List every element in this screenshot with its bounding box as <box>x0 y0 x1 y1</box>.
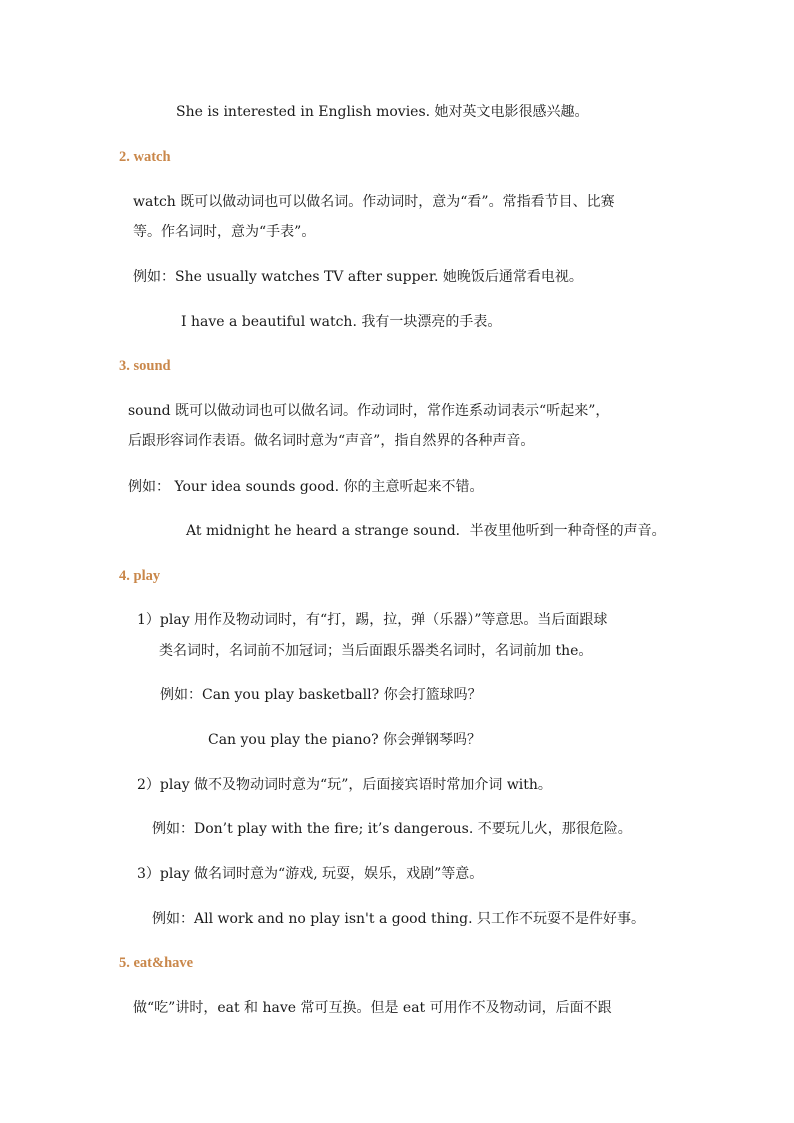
example-line: At midnight he heard a strange sound．半夜里他听到一种奇怪的声音。 <box>186 523 666 539</box>
example-line: 例如：Can you play basketball? 你会打篮球吗？ <box>160 687 482 703</box>
section-heading-eat-have: 5. eat&have <box>119 955 194 971</box>
paragraph-line: 等。作名词时，意为“手表”。 <box>133 224 316 240</box>
paragraph-line: sound 既可以做动词也可以做名词。作动词时，常作连系动词表示“听起来”， <box>128 403 610 419</box>
paragraph-line: 3）play 做名词时意为“游戏, 玩耍，娱乐，戏剧”等意。 <box>137 866 484 882</box>
example-line: Can you play the piano? 你会弹钢琴吗？ <box>208 732 482 748</box>
example-line: 例如：Don’t play with the fire; it’s dangerous. 不要玩儿火，那很危险。 <box>152 821 632 837</box>
example-line: 例如： Your idea sounds good. 你的主意听起来不错。 <box>128 479 484 495</box>
paragraph-line: 1）play 用作及物动词时，有“打，踢，拉，弹（乐器）”等意思。当后面跟球 <box>137 612 608 628</box>
section-heading-sound: 3. sound <box>119 358 171 374</box>
paragraph-line: 做“吃”讲时，eat 和 have 常可互换。但是 eat 可用作不及物动词，后面不跟 <box>133 1000 612 1016</box>
example-line: 例如：She usually watches TV after supper. 她晚饭后通常看电视。 <box>133 269 583 285</box>
paragraph-line: watch 既可以做动词也可以做名词。作动词时，意为“看”。常指看节目、比赛 <box>133 194 615 210</box>
paragraph-line: 后跟形容词作表语。做名词时意为“声音”，指自然界的各种声音。 <box>128 433 535 449</box>
section-heading-play: 4. play <box>119 568 161 584</box>
example-line: 例如：All work and no play isn't a good thing. 只工作不玩耍不是件好事。 <box>152 911 646 927</box>
section-heading-watch: 2. watch <box>119 149 171 165</box>
example-line: She is interested in English movies. 她对英文电影很感兴趣。 <box>176 104 589 120</box>
paragraph-line: 类名词时，名词前不加冠词；当后面跟乐器类名词时，名词前加 the。 <box>159 643 593 659</box>
example-line: I have a beautiful watch. 我有一块漂亮的手表。 <box>181 314 502 330</box>
paragraph-line: 2）play 做不及物动词时意为“玩”，后面接宾语时常加介词 with。 <box>137 777 552 793</box>
